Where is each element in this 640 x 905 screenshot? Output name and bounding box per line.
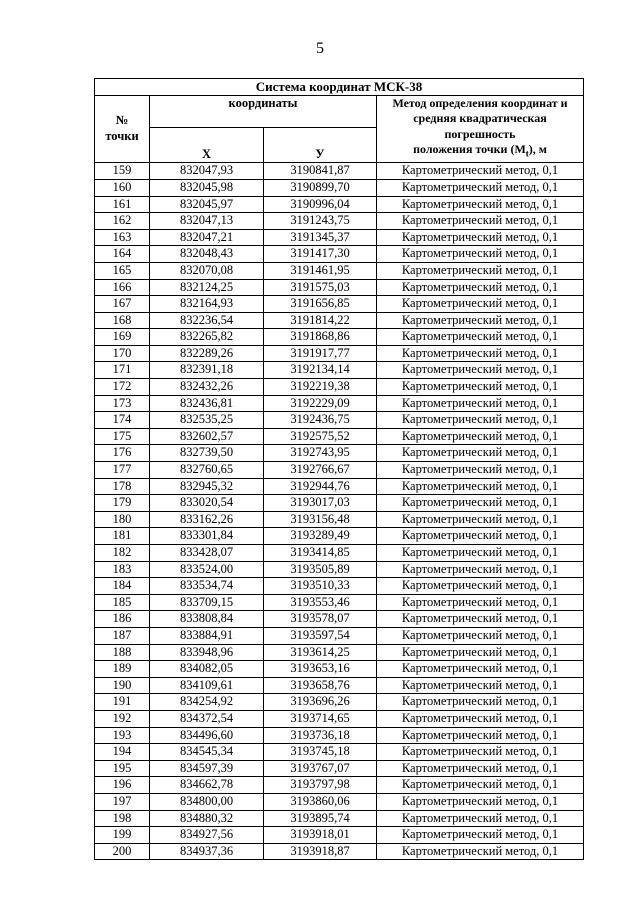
y-coordinate-cell: 3193797,98 xyxy=(264,777,377,794)
x-coordinate-cell: 834496,60 xyxy=(150,727,264,744)
method-cell: Картометрический метод, 0,1 xyxy=(377,262,584,279)
method-header-line3-text: положения точки (M xyxy=(413,142,526,157)
x-coordinate-cell: 834545,34 xyxy=(150,744,264,761)
method-cell: Картометрический метод, 0,1 xyxy=(377,694,584,711)
method-header-line3-end: ), м xyxy=(528,142,547,157)
y-coordinate-cell: 3193510,33 xyxy=(264,578,377,595)
point-number-cell: 170 xyxy=(95,345,150,362)
method-cell: Картометрический метод, 0,1 xyxy=(377,827,584,844)
y-coordinate-cell: 3191656,85 xyxy=(264,296,377,313)
x-coordinate-cell: 834372,54 xyxy=(150,710,264,727)
method-cell: Картометрический метод, 0,1 xyxy=(377,777,584,794)
table-row xyxy=(95,462,584,479)
method-cell: Картометрический метод, 0,1 xyxy=(377,312,584,329)
table-row xyxy=(95,627,584,644)
y-coordinate-cell: 3193767,07 xyxy=(264,760,377,777)
point-number-cell: 178 xyxy=(95,478,150,495)
table-row xyxy=(95,262,584,279)
table-row xyxy=(95,760,584,777)
y-coordinate-cell: 3191243,75 xyxy=(264,213,377,230)
point-number-cell: 181 xyxy=(95,528,150,545)
y-coordinate-cell: 3191417,30 xyxy=(264,246,377,263)
point-number-cell: 179 xyxy=(95,495,150,512)
table-row xyxy=(95,213,584,230)
method-cell: Картометрический метод, 0,1 xyxy=(377,379,584,396)
point-number-cell: 194 xyxy=(95,744,150,761)
table-row xyxy=(95,578,584,595)
method-cell: Картометрический метод, 0,1 xyxy=(377,395,584,412)
point-number-cell: 191 xyxy=(95,694,150,711)
table-row xyxy=(95,694,584,711)
table-row xyxy=(95,345,584,362)
table-title: Система координат МСК-38 xyxy=(95,79,584,96)
point-number-cell: 182 xyxy=(95,545,150,562)
table-row xyxy=(95,279,584,296)
method-cell: Картометрический метод, 0,1 xyxy=(377,196,584,213)
x-coordinate-cell: 834937,36 xyxy=(150,843,264,860)
table-row xyxy=(95,495,584,512)
method-cell: Картометрический метод, 0,1 xyxy=(377,345,584,362)
table-row xyxy=(95,594,584,611)
y-coordinate-cell: 3193505,89 xyxy=(264,561,377,578)
y-coordinate-cell: 3191461,95 xyxy=(264,262,377,279)
method-cell: Картометрический метод, 0,1 xyxy=(377,727,584,744)
method-header-line3 xyxy=(377,142,583,162)
y-coordinate-cell: 3191917,77 xyxy=(264,345,377,362)
y-coordinate-cell: 3193895,74 xyxy=(264,810,377,827)
y-coordinate-cell: 3193696,26 xyxy=(264,694,377,711)
table-row xyxy=(95,611,584,628)
table-row xyxy=(95,793,584,810)
method-cell: Картометрический метод, 0,1 xyxy=(377,179,584,196)
y-coordinate-cell: 3193918,01 xyxy=(264,827,377,844)
point-number-cell: 185 xyxy=(95,594,150,611)
table-row xyxy=(95,428,584,445)
table-row xyxy=(95,362,584,379)
coordinates-table xyxy=(94,78,584,860)
y-coordinate-cell: 3193714,65 xyxy=(264,710,377,727)
point-number-cell: 174 xyxy=(95,412,150,429)
x-coordinate-cell: 832164,93 xyxy=(150,296,264,313)
x-coordinate-cell: 832265,82 xyxy=(150,329,264,346)
method-cell: Картометрический метод, 0,1 xyxy=(377,793,584,810)
point-number-header-line2: точки xyxy=(105,128,139,143)
y-coordinate-cell: 3190899,70 xyxy=(264,179,377,196)
table-row xyxy=(95,163,584,180)
point-number-cell: 177 xyxy=(95,462,150,479)
point-number-cell: 171 xyxy=(95,362,150,379)
x-header: X xyxy=(150,128,264,163)
x-coordinate-cell: 832432,26 xyxy=(150,379,264,396)
x-coordinate-cell: 832391,18 xyxy=(150,362,264,379)
point-number-header xyxy=(95,95,150,163)
table-row xyxy=(95,810,584,827)
x-coordinate-cell: 832436,81 xyxy=(150,395,264,412)
table-row xyxy=(95,445,584,462)
point-number-cell: 167 xyxy=(95,296,150,313)
coordinates-header: координаты xyxy=(150,95,377,128)
method-header-line1: Метод определения координат и xyxy=(392,95,568,110)
x-coordinate-cell: 832070,08 xyxy=(150,262,264,279)
method-cell: Картометрический метод, 0,1 xyxy=(377,279,584,296)
x-coordinate-cell: 832047,13 xyxy=(150,213,264,230)
point-number-cell: 184 xyxy=(95,578,150,595)
y-coordinate-cell: 3193736,18 xyxy=(264,727,377,744)
x-coordinate-cell: 834800,00 xyxy=(150,793,264,810)
x-coordinate-cell: 832047,93 xyxy=(150,163,264,180)
method-cell: Картометрический метод, 0,1 xyxy=(377,627,584,644)
y-coordinate-cell: 3193289,49 xyxy=(264,528,377,545)
method-cell: Картометрический метод, 0,1 xyxy=(377,329,584,346)
table-row xyxy=(95,661,584,678)
x-coordinate-cell: 832124,25 xyxy=(150,279,264,296)
x-coordinate-cell: 833020,54 xyxy=(150,495,264,512)
y-coordinate-cell: 3191575,03 xyxy=(264,279,377,296)
x-coordinate-cell: 832760,65 xyxy=(150,462,264,479)
table-row xyxy=(95,545,584,562)
method-header xyxy=(377,95,584,163)
method-cell: Картометрический метод, 0,1 xyxy=(377,163,584,180)
point-number-cell: 166 xyxy=(95,279,150,296)
point-number-cell: 187 xyxy=(95,627,150,644)
y-coordinate-cell: 3193597,54 xyxy=(264,627,377,644)
table-row xyxy=(95,329,584,346)
y-coordinate-cell: 3193860,06 xyxy=(264,793,377,810)
table-row xyxy=(95,511,584,528)
y-coordinate-cell: 3193578,07 xyxy=(264,611,377,628)
table-row xyxy=(95,196,584,213)
y-coordinate-cell: 3192134,14 xyxy=(264,362,377,379)
point-number-cell: 163 xyxy=(95,229,150,246)
y-coordinate-cell: 3192766,67 xyxy=(264,462,377,479)
x-coordinate-cell: 833709,15 xyxy=(150,594,264,611)
method-cell: Картометрический метод, 0,1 xyxy=(377,810,584,827)
point-number-cell: 175 xyxy=(95,428,150,445)
table-row xyxy=(95,528,584,545)
method-cell: Картометрический метод, 0,1 xyxy=(377,611,584,628)
method-header-line2: средняя квадратическая погрешность xyxy=(413,111,547,141)
point-number-cell: 183 xyxy=(95,561,150,578)
method-cell: Картометрический метод, 0,1 xyxy=(377,594,584,611)
x-coordinate-cell: 832048,43 xyxy=(150,246,264,263)
y-coordinate-cell: 3192219,38 xyxy=(264,379,377,396)
point-number-cell: 176 xyxy=(95,445,150,462)
method-cell: Картометрический метод, 0,1 xyxy=(377,412,584,429)
x-coordinate-cell: 834082,05 xyxy=(150,661,264,678)
x-coordinate-cell: 833948,96 xyxy=(150,644,264,661)
point-number-cell: 161 xyxy=(95,196,150,213)
y-coordinate-cell: 3191868,86 xyxy=(264,329,377,346)
method-cell: Картометрический метод, 0,1 xyxy=(377,528,584,545)
x-coordinate-cell: 833808,84 xyxy=(150,611,264,628)
table-row xyxy=(95,296,584,313)
point-number-cell: 198 xyxy=(95,810,150,827)
method-cell: Картометрический метод, 0,1 xyxy=(377,296,584,313)
x-coordinate-cell: 832535,25 xyxy=(150,412,264,429)
point-number-cell: 168 xyxy=(95,312,150,329)
point-number-cell: 197 xyxy=(95,793,150,810)
method-cell: Картометрический метод, 0,1 xyxy=(377,428,584,445)
x-coordinate-cell: 832047,21 xyxy=(150,229,264,246)
table-row xyxy=(95,179,584,196)
y-coordinate-cell: 3191814,22 xyxy=(264,312,377,329)
y-coordinate-cell: 3193017,03 xyxy=(264,495,377,512)
point-number-cell: 164 xyxy=(95,246,150,263)
method-cell: Картометрический метод, 0,1 xyxy=(377,495,584,512)
method-cell: Картометрический метод, 0,1 xyxy=(377,229,584,246)
x-coordinate-cell: 833162,26 xyxy=(150,511,264,528)
y-coordinate-cell: 3190841,87 xyxy=(264,163,377,180)
y-header: У xyxy=(264,128,377,163)
table-row xyxy=(95,644,584,661)
point-number-cell: 200 xyxy=(95,843,150,860)
table-row xyxy=(95,478,584,495)
table-body xyxy=(95,163,584,860)
table-row xyxy=(95,843,584,860)
method-cell: Картометрический метод, 0,1 xyxy=(377,545,584,562)
point-number-header-line1: № xyxy=(115,113,129,128)
y-coordinate-cell: 3192743,95 xyxy=(264,445,377,462)
x-coordinate-cell: 833301,84 xyxy=(150,528,264,545)
method-cell: Картометрический метод, 0,1 xyxy=(377,246,584,263)
x-coordinate-cell: 832289,26 xyxy=(150,345,264,362)
method-cell: Картометрический метод, 0,1 xyxy=(377,462,584,479)
method-cell: Картометрический метод, 0,1 xyxy=(377,511,584,528)
point-number-cell: 173 xyxy=(95,395,150,412)
x-coordinate-cell: 832945,32 xyxy=(150,478,264,495)
page-number: 5 xyxy=(316,40,324,57)
y-coordinate-cell: 3193156,48 xyxy=(264,511,377,528)
table-row xyxy=(95,677,584,694)
x-coordinate-cell: 833534,74 xyxy=(150,578,264,595)
x-coordinate-cell: 832236,54 xyxy=(150,312,264,329)
table-row xyxy=(95,744,584,761)
point-number-cell: 195 xyxy=(95,760,150,777)
table-row xyxy=(95,777,584,794)
x-coordinate-cell: 833884,91 xyxy=(150,627,264,644)
x-coordinate-cell: 832739,50 xyxy=(150,445,264,462)
y-coordinate-cell: 3193614,25 xyxy=(264,644,377,661)
point-number-cell: 159 xyxy=(95,163,150,180)
y-coordinate-cell: 3193653,16 xyxy=(264,661,377,678)
table-row xyxy=(95,379,584,396)
method-cell: Картометрический метод, 0,1 xyxy=(377,445,584,462)
x-coordinate-cell: 832045,97 xyxy=(150,196,264,213)
method-cell: Картометрический метод, 0,1 xyxy=(377,760,584,777)
table-row xyxy=(95,710,584,727)
x-coordinate-cell: 834927,56 xyxy=(150,827,264,844)
point-number-cell: 199 xyxy=(95,827,150,844)
table-row xyxy=(95,229,584,246)
table-row xyxy=(95,827,584,844)
y-coordinate-cell: 3192229,09 xyxy=(264,395,377,412)
x-coordinate-cell: 834880,32 xyxy=(150,810,264,827)
table-row xyxy=(95,561,584,578)
table-row xyxy=(95,412,584,429)
x-coordinate-cell: 833428,07 xyxy=(150,545,264,562)
y-coordinate-cell: 3192575,52 xyxy=(264,428,377,445)
point-number-cell: 189 xyxy=(95,661,150,678)
point-number-cell: 186 xyxy=(95,611,150,628)
point-number-cell: 192 xyxy=(95,710,150,727)
point-number-cell: 188 xyxy=(95,644,150,661)
method-header-subscript: t xyxy=(525,148,529,159)
x-coordinate-cell: 832602,57 xyxy=(150,428,264,445)
method-cell: Картометрический метод, 0,1 xyxy=(377,843,584,860)
point-number-cell: 169 xyxy=(95,329,150,346)
method-cell: Картометрический метод, 0,1 xyxy=(377,677,584,694)
y-coordinate-cell: 3191345,37 xyxy=(264,229,377,246)
point-number-cell: 162 xyxy=(95,213,150,230)
x-coordinate-cell: 833524,00 xyxy=(150,561,264,578)
y-coordinate-cell: 3193414,85 xyxy=(264,545,377,562)
point-number-cell: 160 xyxy=(95,179,150,196)
y-coordinate-cell: 3193745,18 xyxy=(264,744,377,761)
x-coordinate-cell: 834597,39 xyxy=(150,760,264,777)
x-coordinate-cell: 834109,61 xyxy=(150,677,264,694)
method-cell: Картометрический метод, 0,1 xyxy=(377,661,584,678)
method-cell: Картометрический метод, 0,1 xyxy=(377,213,584,230)
point-number-cell: 165 xyxy=(95,262,150,279)
method-cell: Картометрический метод, 0,1 xyxy=(377,644,584,661)
method-cell: Картометрический метод, 0,1 xyxy=(377,362,584,379)
method-cell: Картометрический метод, 0,1 xyxy=(377,578,584,595)
x-coordinate-cell: 832045,98 xyxy=(150,179,264,196)
point-number-cell: 196 xyxy=(95,777,150,794)
method-cell: Картометрический метод, 0,1 xyxy=(377,744,584,761)
point-number-cell: 190 xyxy=(95,677,150,694)
method-cell: Картометрический метод, 0,1 xyxy=(377,478,584,495)
y-coordinate-cell: 3190996,04 xyxy=(264,196,377,213)
point-number-cell: 180 xyxy=(95,511,150,528)
point-number-cell: 193 xyxy=(95,727,150,744)
table-row xyxy=(95,727,584,744)
method-cell: Картометрический метод, 0,1 xyxy=(377,561,584,578)
method-cell: Картометрический метод, 0,1 xyxy=(377,710,584,727)
table-row xyxy=(95,312,584,329)
y-coordinate-cell: 3192436,75 xyxy=(264,412,377,429)
y-coordinate-cell: 3192944,76 xyxy=(264,478,377,495)
x-coordinate-cell: 834254,92 xyxy=(150,694,264,711)
point-number-cell: 172 xyxy=(95,379,150,396)
y-coordinate-cell: 3193918,87 xyxy=(264,843,377,860)
y-coordinate-cell: 3193553,46 xyxy=(264,594,377,611)
x-coordinate-cell: 834662,78 xyxy=(150,777,264,794)
table-row xyxy=(95,246,584,263)
y-coordinate-cell: 3193658,76 xyxy=(264,677,377,694)
table-row xyxy=(95,395,584,412)
